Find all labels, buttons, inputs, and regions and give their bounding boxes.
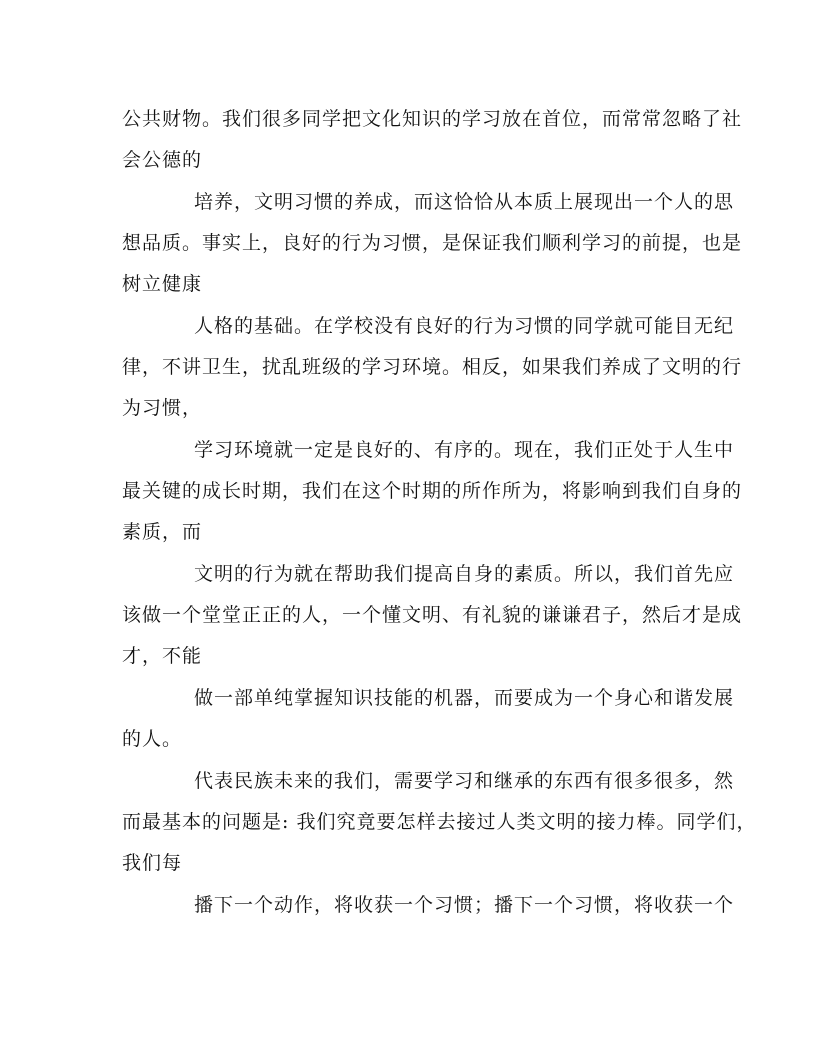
text-line: 律，不讲卫生，扰乱班级的学习环境。相反，如果我们养成了文明的行: [122, 356, 743, 378]
text-line: 人格的基础。在学校没有良好的行为习惯的同学就可能目无纪: [194, 315, 735, 337]
text-line: 树立健康: [122, 273, 203, 295]
text-line: 最关键的成长时期，我们在这个时期的所作所为，将影响到我们自身的: [122, 480, 743, 502]
text-line: 学习环境就一定是良好的、有序的。现在，我们正处于人生中: [194, 439, 735, 461]
text-line: 文明的行为就在帮助我们提高自身的素质。所以，我们首先应: [194, 563, 735, 585]
text-line: 而最基本的问题是: 我们究竟要怎样去接过人类文明的接力棒。同学们，: [122, 811, 757, 833]
text-line: 代表民族未来的我们，需要学习和继承的东西有很多很多，然: [194, 770, 735, 792]
text-line: 该做一个堂堂正正的人，一个懂文明、有礼貌的谦谦君子，然后才是成: [122, 604, 743, 626]
text-line: 想品质。事实上，良好的行为习惯，是保证我们顺利学习的前提，也是: [122, 232, 743, 254]
text-line: 做一部单纯掌握知识技能的机器，而要成为一个身心和谐发展: [194, 687, 735, 709]
text-line: 才，不能: [122, 645, 203, 667]
text-line: 为习惯，: [122, 397, 203, 419]
text-line: 会公德的: [122, 149, 203, 171]
text-line: 公共财物。我们很多同学把文化知识的学习放在首位，而常常忽略了社: [122, 108, 743, 130]
text-line: 培养，文明习惯的养成，而这恰恰从本质上展现出一个人的思: [194, 191, 735, 213]
text-line: 素质，而: [122, 521, 203, 543]
text-line: 播下一个动作，将收获一个习惯；播下一个习惯，将收获一个: [194, 894, 735, 916]
text-line: 我们每: [122, 852, 183, 874]
text-line: 的人。: [122, 728, 183, 750]
